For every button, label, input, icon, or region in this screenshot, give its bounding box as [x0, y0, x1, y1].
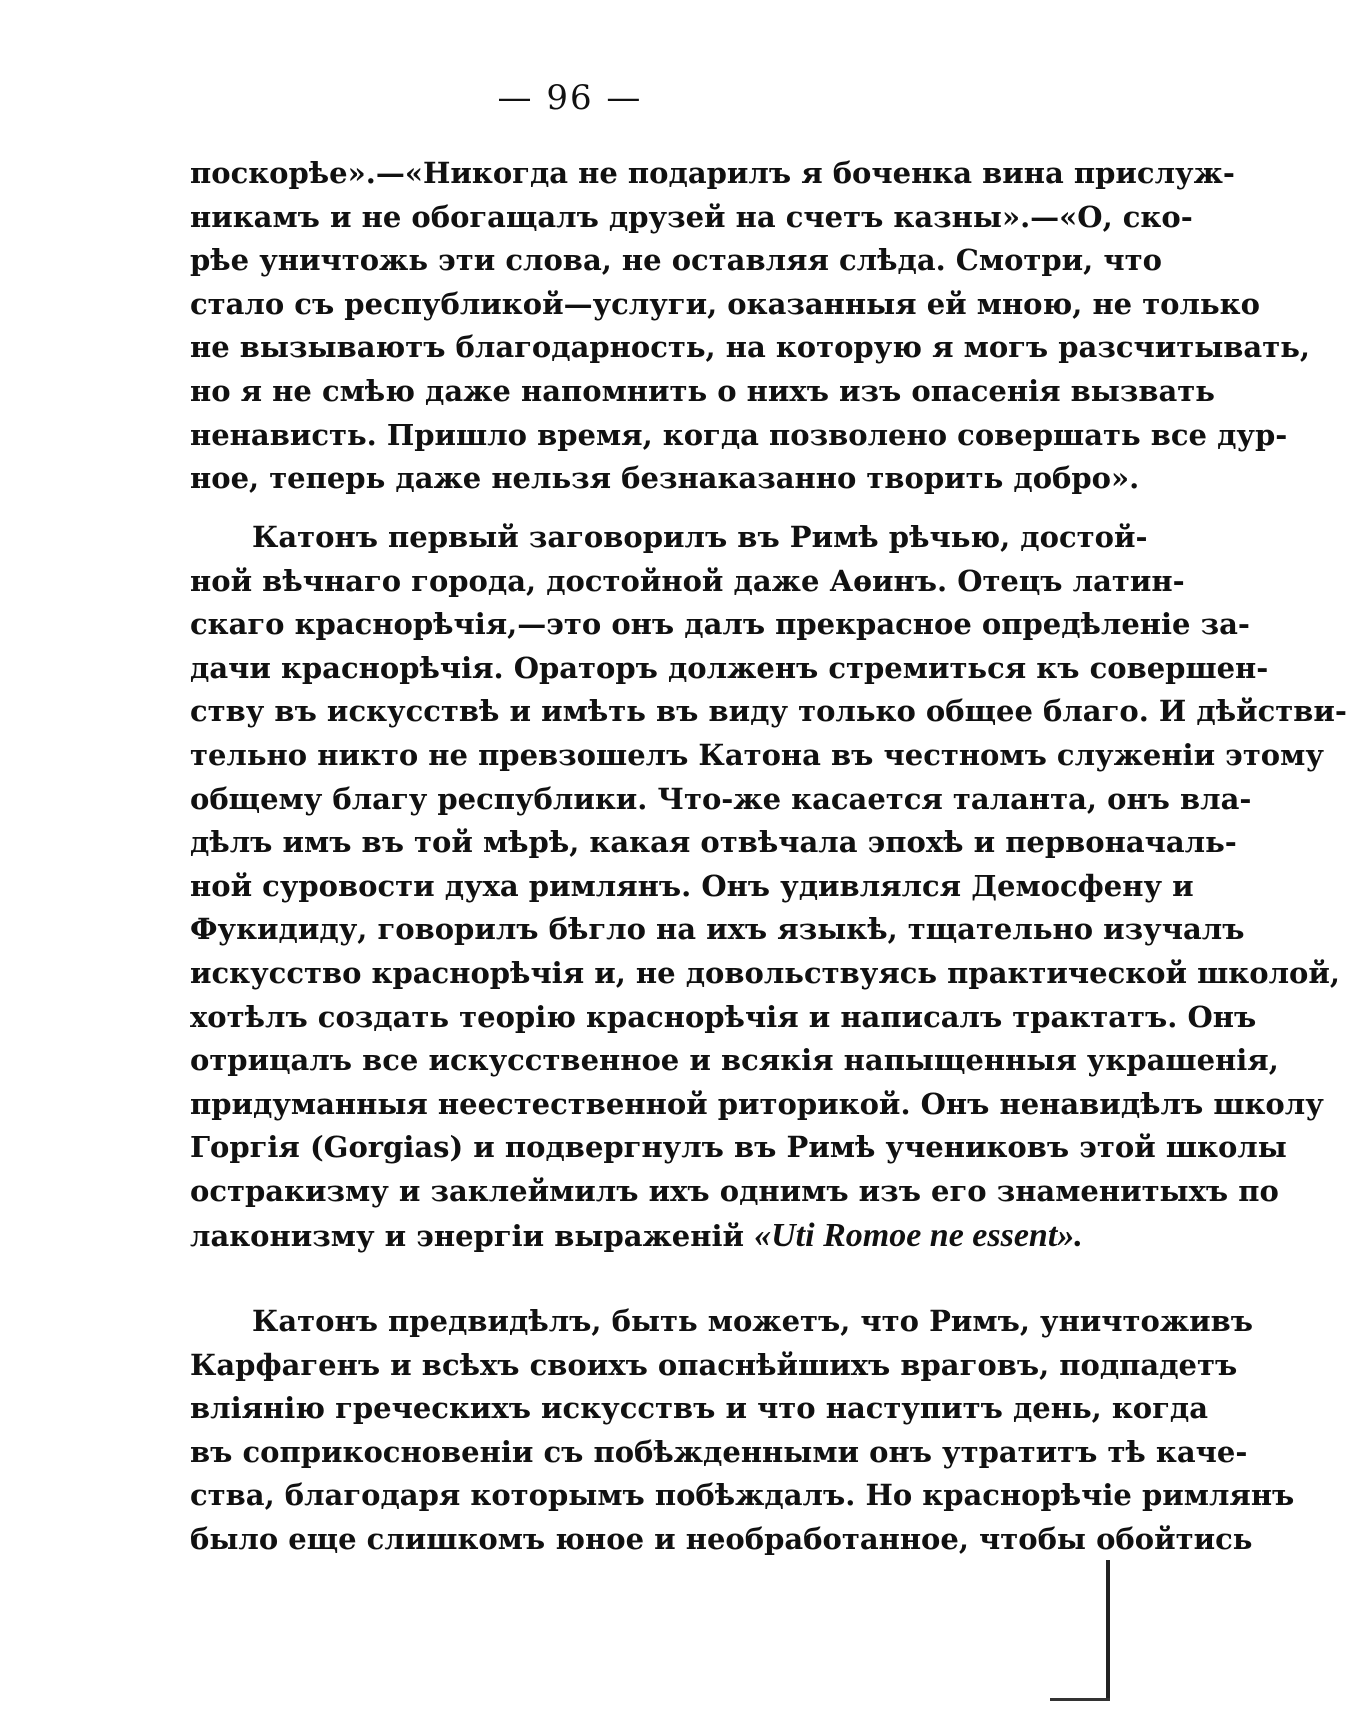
text-line: было еще слишкомъ юное и необработанное, чтобы обойтись — [190, 1521, 1253, 1556]
paragraph-2 — [190, 516, 1347, 1257]
text-line: искусство краснорѣчія и, не довольствуясь практической школой, — [190, 955, 1340, 990]
text-line: скаго краснорѣчія,—это онъ далъ прекрасное опредѣленіе за- — [190, 607, 1250, 642]
text-line: поскорѣе».—«Никогда не подарилъ я боченка вина прислуж- — [190, 156, 1235, 190]
text-line: ной вѣчнаго города, достойной даже Аѳинъ. Отецъ латин- — [190, 563, 1185, 598]
paragraph-1 — [190, 152, 1310, 501]
text-line: вліянію греческихъ искусствъ и что наступитъ день, когда — [190, 1391, 1209, 1426]
text-line: въ соприкосновеніи съ побѣжденными онъ утратитъ тѣ каче- — [190, 1434, 1248, 1469]
text-line: дѣлъ имъ въ той мѣрѣ, какая отвѣчала эпохѣ и первоначаль- — [190, 825, 1237, 860]
text-line: остракизму и заклеймилъ ихъ однимъ изъ его знаменитыхъ по — [190, 1173, 1279, 1208]
text-line: общему благу республики. Что-же касается таланта, онъ вла- — [190, 781, 1252, 816]
paragraph-3 — [190, 1300, 1295, 1562]
latin-quote: «Uti Romoe ne essent». — [754, 1216, 1083, 1254]
text-line: тельно никто не превзошелъ Катона въ честномъ служеніи этому — [190, 737, 1324, 772]
text-line: рѣе уничтожь эти слова, не оставляя слѣда. Смотри, что — [190, 243, 1162, 278]
scan-edge-mark — [1106, 1560, 1110, 1700]
text-line: Катонъ предвидѣлъ, быть можетъ, что Римъ, уничтоживъ — [252, 1304, 1254, 1338]
text-line: ненависть. Пришло время, когда позволено совершать все дур- — [190, 417, 1288, 452]
text-line-with-quote — [190, 1214, 1083, 1258]
text-line: дачи краснорѣчія. Ораторъ долженъ стремиться къ совершен- — [190, 650, 1269, 685]
text-line: Фукидиду, говорилъ бѣгло на ихъ языкѣ, тщательно изучалъ — [190, 912, 1245, 947]
text-line: ной суровости духа римлянъ. Онъ удивлялся Демосфену и — [190, 868, 1194, 903]
text-line: ное, теперь даже нельзя безнаказанно творить добро». — [190, 461, 1140, 496]
text-line: стало съ республикой—услуги, оказанныя ей мною, не только — [190, 286, 1260, 321]
page-number: — 96 — — [497, 78, 643, 118]
text-line: не вызываютъ благодарность, на которую я могъ разсчитывать, — [190, 330, 1310, 365]
text-line: придуманныя неестественной риторикой. Онъ ненавидѣлъ школу — [190, 1086, 1324, 1121]
text-line: хотѣлъ создать теорію краснорѣчія и написалъ трактатъ. Онъ — [190, 999, 1257, 1034]
scan-edge-mark — [1050, 1698, 1110, 1701]
text-line: ства, благодаря которымъ побѣждалъ. Но краснорѣчіе римлянъ — [190, 1478, 1295, 1513]
text-line: Катонъ первый заговорилъ въ Римѣ рѣчью, достой- — [252, 520, 1148, 554]
text-line-prefix: лаконизму и энергіи выраженій — [190, 1218, 745, 1253]
text-line: отрицалъ все искусственное и всякія напыщенныя украшенія, — [190, 1043, 1279, 1078]
text-line: Карфагенъ и всѣхъ своихъ опаснѣйшихъ враговъ, подпадетъ — [190, 1347, 1238, 1382]
text-line: ству въ искусствѣ и имѣть въ виду только общее благо. И дѣйстви- — [190, 694, 1347, 729]
text-line: Горгія (Gorgias) и подвергнулъ въ Римѣ учениковъ этой школы — [190, 1130, 1287, 1165]
text-line: никамъ и не обогащалъ друзей на счетъ казны».—«О, ско- — [190, 199, 1193, 234]
text-line: но я не смѣю даже напомнить о нихъ изъ опасенія вызвать — [190, 373, 1215, 408]
